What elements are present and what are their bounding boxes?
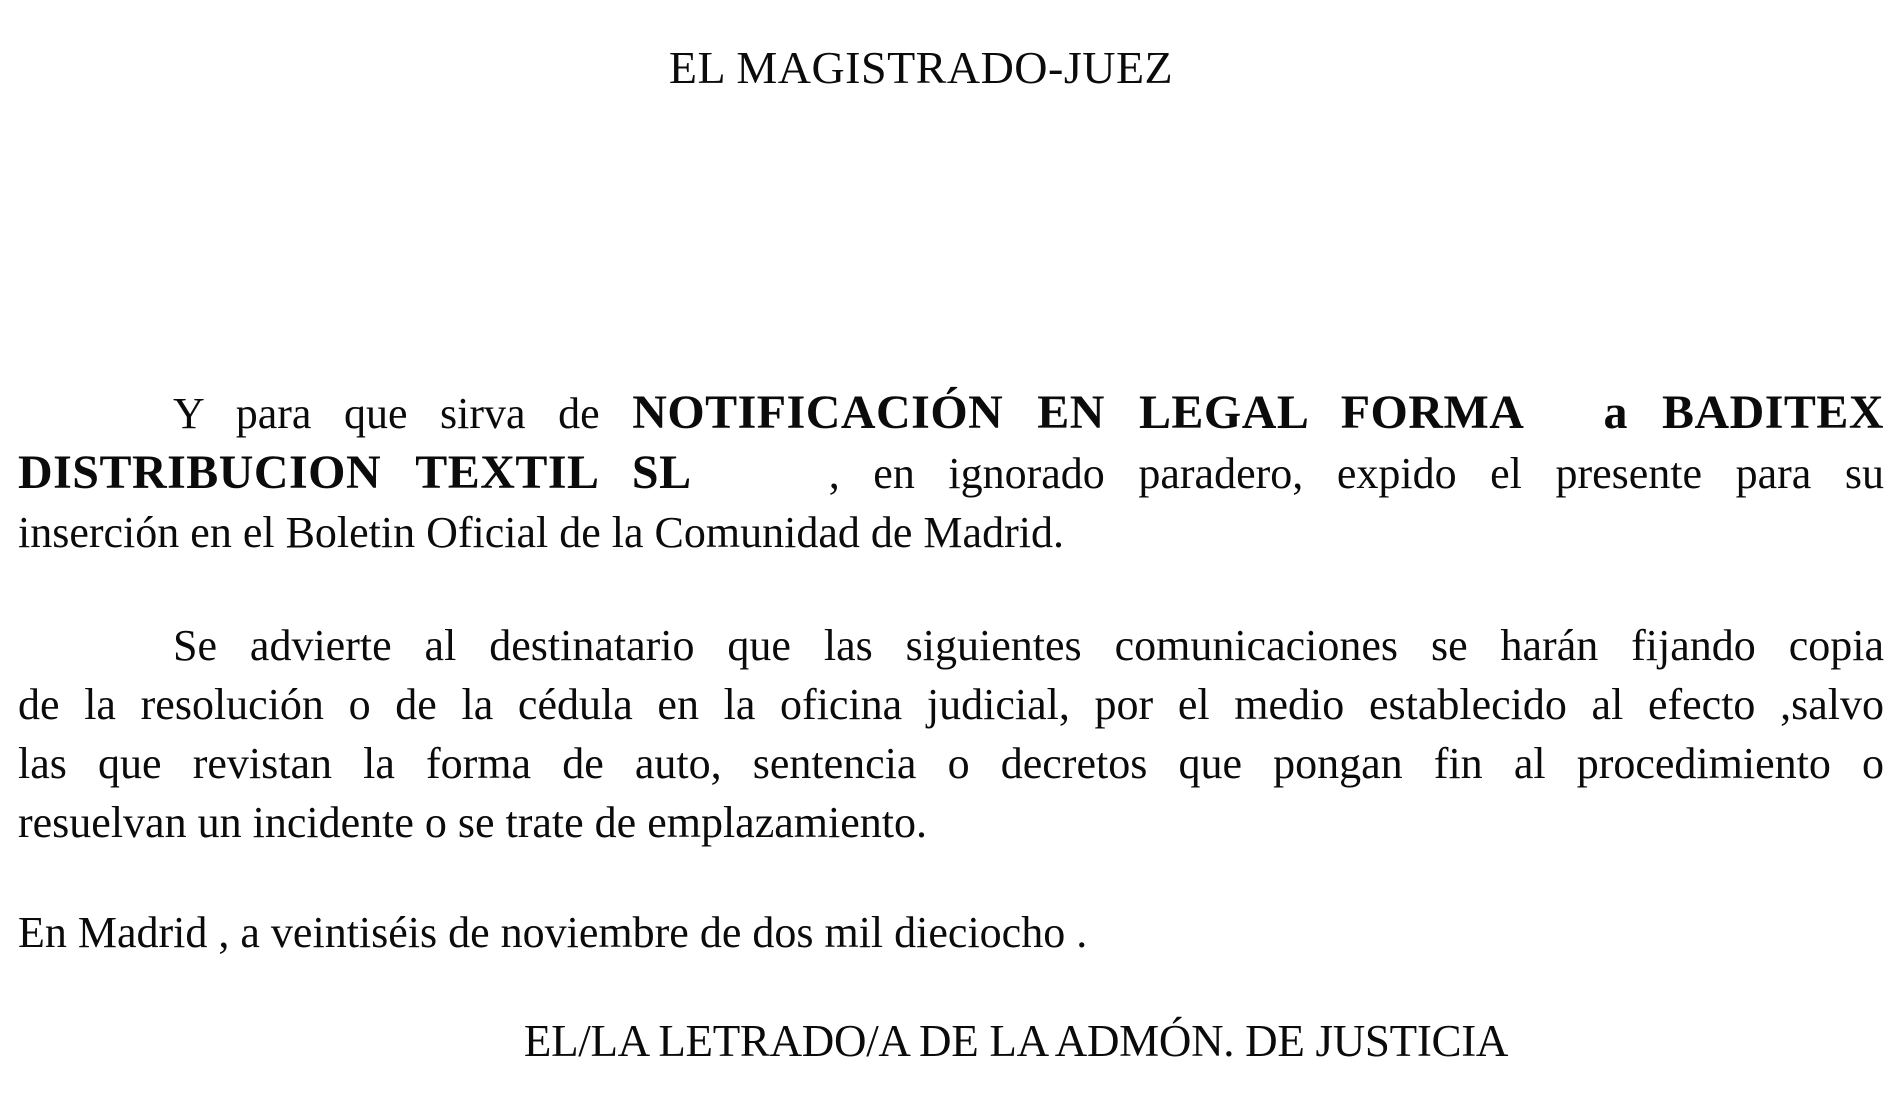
notification-bold-notice: NOTIFICACIÓN EN LEGAL FORMA: [632, 386, 1525, 439]
advisory-line-2: [18, 675, 1884, 734]
notification-line-1: [18, 383, 1884, 443]
date-line: En Madrid , a veintiséis de noviembre de dos mil dieciocho .: [18, 908, 1088, 957]
advisory-line-4-text: resuelvan un incidente o se trate de emplazamiento.: [18, 798, 927, 847]
advisory-line-1: [18, 616, 1884, 675]
notification-paragraph: [18, 383, 1884, 562]
document-title: EL MAGISTRADO-JUEZ: [668, 42, 1174, 93]
notification-bold-party-start: a BADITEX: [1603, 386, 1884, 439]
advisory-line-3: [18, 734, 1884, 793]
advisory-line-3-text: las que revistan la forma de auto, sentencia o decretos que pongan fin al procedimiento o: [18, 739, 1884, 788]
advisory-paragraph: [18, 616, 1884, 852]
advisory-line-4: [18, 793, 1884, 852]
wide-space: [1557, 427, 1571, 428]
wide-space: [725, 487, 795, 488]
notification-line-1-text: Y para que sirva de: [173, 389, 600, 438]
advisory-line-2-text: de la resolución o de la cédula en la oficina judicial, por el medio establecido al efecto ,salvo: [18, 680, 1884, 729]
notification-line-2-text: , en ignorado paradero, expido el presente para su: [828, 449, 1885, 498]
notification-line-3-text: inserción en el Boletin Oficial de la Comunidad de Madrid.: [18, 508, 1064, 557]
notification-line-3: [18, 503, 1884, 562]
notification-bold-party-end: DISTRIBUCION TEXTIL SL: [18, 446, 692, 499]
advisory-line-1-text: Se advierte al destinatario que las siguientes comunicaciones se harán fijando copia: [173, 621, 1884, 670]
signature-title-line: EL/LA LETRADO/A DE LA ADMÓN. DE JUSTICIA: [523, 1016, 1509, 1066]
notification-line-2: [18, 443, 1884, 503]
